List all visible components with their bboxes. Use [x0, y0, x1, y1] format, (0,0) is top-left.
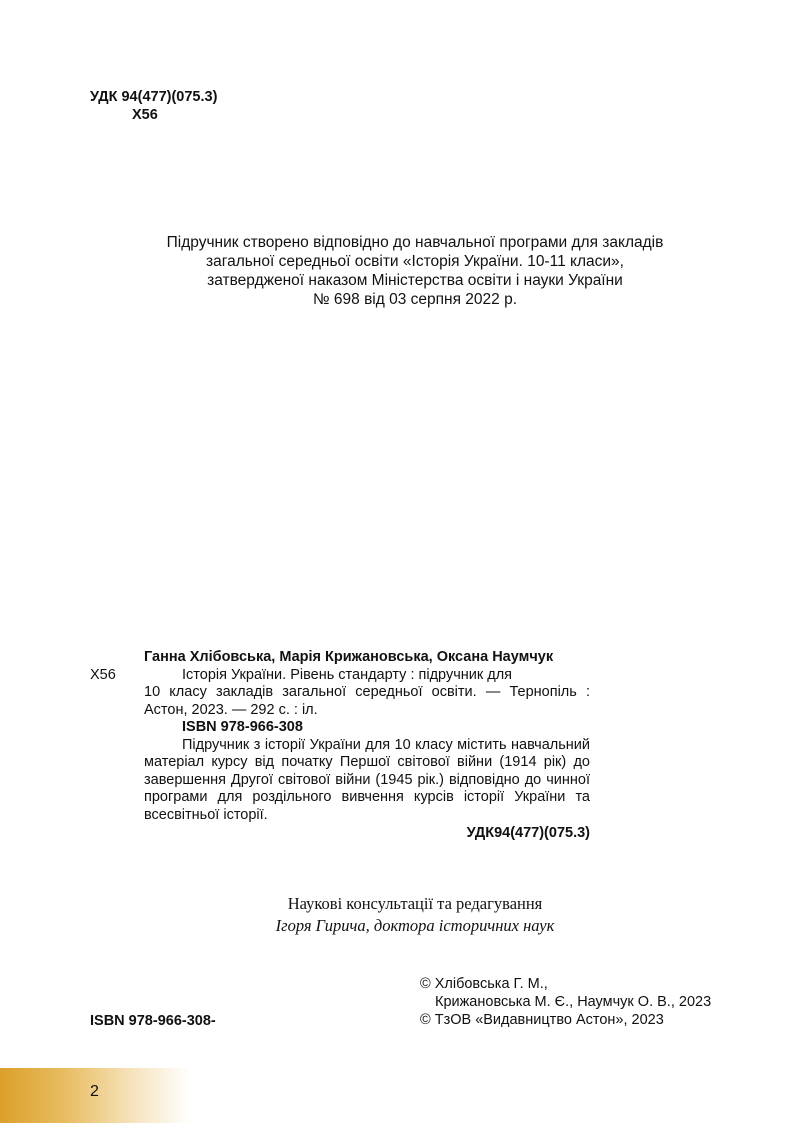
page-number: 2 — [90, 1083, 99, 1100]
card-description-row — [90, 667, 590, 720]
consultation-note — [200, 893, 630, 937]
isbn-bottom: ISBN 978-966-308- — [90, 1013, 216, 1029]
card-index: Х56 — [90, 666, 116, 683]
udk-code: УДК 94(477)(075.3) — [90, 89, 218, 105]
consultation-editor: Ігоря Гирича, доктора історичних наук — [275, 916, 555, 935]
card-udk: УДК94(477)(075.3) — [466, 825, 590, 841]
card-isbn: ISBN 978-966-308 — [182, 719, 303, 735]
approval-line: затвердженої наказом Міністерства освіти і науки України — [207, 272, 623, 289]
approval-statement — [100, 233, 730, 309]
copyright-block — [420, 975, 711, 1029]
udk-block — [90, 88, 217, 124]
approval-line: № 698 від 03 серпня 2022 р. — [312, 291, 518, 308]
copyright-publisher: © ТзОВ «Видавництво Астон», 2023 — [420, 1012, 664, 1028]
catalog-card — [90, 649, 590, 843]
card-authors: Ганна Хлібовська, Марія Крижановська, Оксана Наумчук — [144, 649, 554, 665]
consultation-line: Наукові консультації та редагування — [287, 894, 543, 913]
approval-line: загальної середньої освіти «Історія України. 10-11 класи», — [206, 253, 624, 270]
author-mark: Х56 — [132, 107, 158, 123]
copyright-line: Крижановська М. Є., Наумчук О. В., 2023 — [435, 994, 712, 1010]
card-annotation-block — [90, 737, 590, 825]
card-description-first: Історія України. Рівень стандарту : підручник для — [182, 666, 513, 683]
copyright-line: © Хлібовська Г. М., — [420, 976, 548, 992]
card-description-rest: 10 класу закладів загальної середньої освіти. — Тернопіль : Астон, 2023. — 292 с. : іл. — [144, 684, 590, 718]
approval-line: Підручник створено відповідно до навчальної програми для закладів — [166, 234, 664, 251]
card-annotation: Підручник з історії України для 10 класу містить навчальний матеріал курсу від початку Першої світової війни (1914 рік) до завершення Другої світової війни (1945 рік.) відповідно до чинної програми для роздільного вивчення курсів історії України та всесвітньої історії. — [144, 736, 590, 823]
card-description — [144, 667, 590, 720]
